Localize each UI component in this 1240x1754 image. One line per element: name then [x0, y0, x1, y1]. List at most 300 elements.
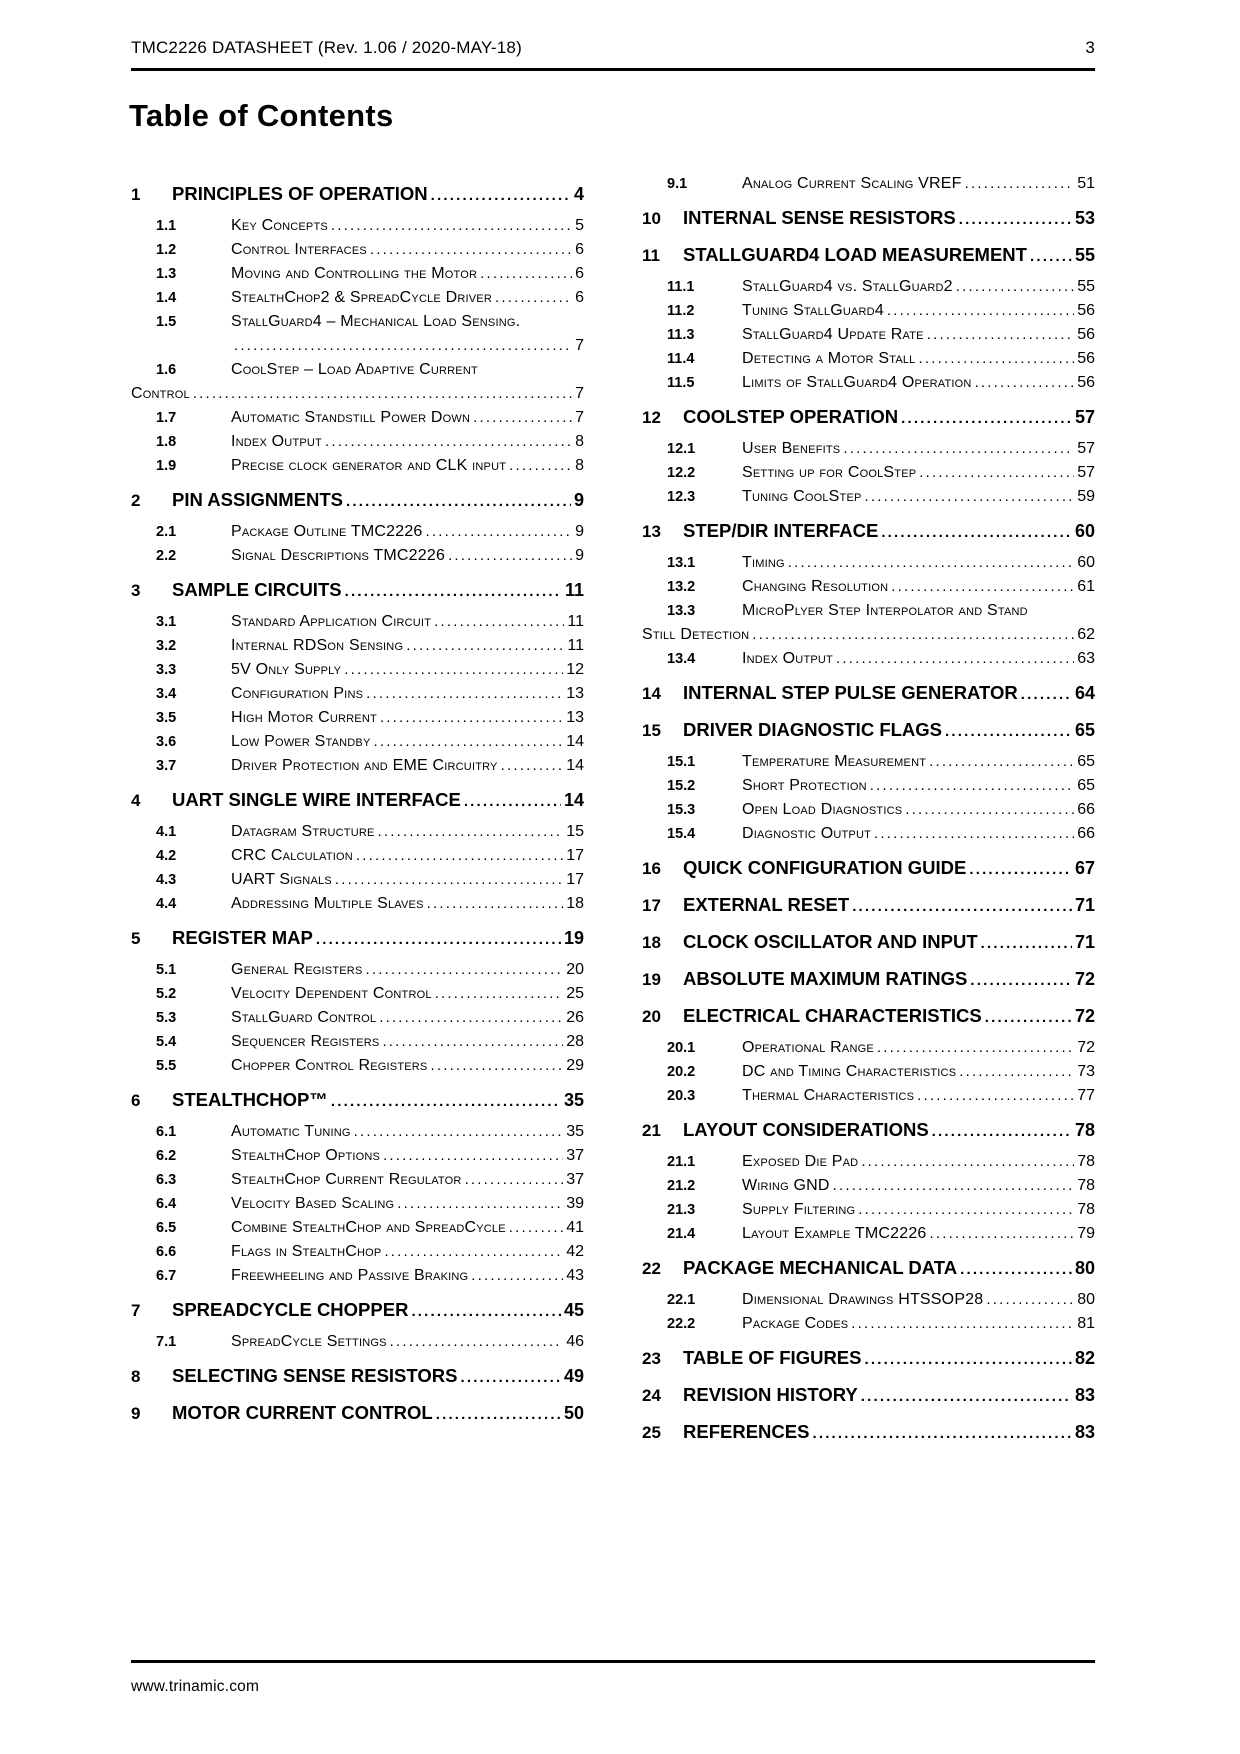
toc-entry-title: STEALTHCHOP™: [172, 1089, 328, 1110]
toc-chapter-row[interactable]: [131, 1087, 584, 1115]
toc-entry-page: 7: [575, 409, 584, 426]
toc-entry-page: 14: [566, 733, 584, 750]
toc-leader-dots: [501, 754, 564, 778]
toc-leader-dots: [945, 717, 1072, 745]
toc-sub-row[interactable]: [642, 647, 1095, 671]
toc-chapter-row[interactable]: [642, 518, 1095, 546]
toc-leader-dots: [378, 820, 564, 844]
toc-entry-continuation-row[interactable]: [131, 382, 584, 406]
toc-sub-row[interactable]: [642, 437, 1095, 461]
toc-leader-dots: [812, 1419, 1072, 1447]
toc-entry-title: STEP/DIR INTERFACE: [683, 520, 879, 541]
toc-entry-number: 19: [642, 970, 661, 989]
toc-entry-page: 17: [566, 847, 584, 864]
toc-sub-row[interactable]: [131, 358, 584, 382]
toc-sub-row[interactable]: [131, 1216, 584, 1240]
toc-leader-dots: [891, 575, 1074, 599]
toc-entry-page: 83: [1074, 1422, 1095, 1442]
toc-leader-dots: [905, 798, 1074, 822]
toc-sub-row[interactable]: [642, 750, 1095, 774]
toc-leader-dots: [473, 406, 572, 430]
toc-entry-number: 3.4: [156, 686, 177, 702]
toc-entry-number: 25: [642, 1423, 661, 1442]
toc-entry-title: Operational Range: [742, 1039, 874, 1056]
toc-chapter-row[interactable]: [642, 1419, 1095, 1447]
toc-entry-title: PRINCIPLES OF OPERATION: [172, 183, 428, 204]
toc-chapter-row[interactable]: [131, 181, 584, 209]
toc-sub-row[interactable]: [131, 262, 584, 286]
toc-entry-number: 7: [131, 1301, 141, 1320]
toc-chapter-row[interactable]: [642, 205, 1095, 233]
toc-entry-number: 1.7: [156, 410, 177, 426]
toc-sub-row[interactable]: [131, 820, 584, 844]
toc-entry-page: 59: [1077, 488, 1095, 505]
toc-sub-row[interactable]: [642, 323, 1095, 347]
toc-entry-page: 50: [563, 1403, 584, 1423]
toc-sub-row[interactable]: [642, 1036, 1095, 1060]
toc-leader-dots: [366, 958, 564, 982]
toc-leader-dots: [354, 1120, 564, 1144]
toc-sub-row[interactable]: [131, 1168, 584, 1192]
toc-entry-number: 11: [642, 246, 660, 265]
toc-leader-dots: [917, 1084, 1074, 1108]
toc-leader-dots: [495, 286, 572, 310]
toc-leader-dots: [929, 750, 1074, 774]
toc-entry-title: Tuning CoolStep: [742, 488, 862, 505]
toc-entry-title: Automatic Tuning: [231, 1123, 351, 1140]
toc-entry-title: Thermal Characteristics: [742, 1087, 915, 1104]
toc-entry-number: 14: [642, 684, 661, 703]
toc-entry-number: 13.4: [667, 651, 696, 667]
toc-sub-row[interactable]: [642, 371, 1095, 395]
toc-leader-dots: [345, 577, 562, 605]
toc-entry-page: 78: [1077, 1177, 1095, 1194]
toc-chapter-row[interactable]: [131, 787, 584, 815]
toc-entry-title: Velocity Based Scaling: [231, 1195, 395, 1212]
toc-entry-page: 73: [1077, 1063, 1095, 1080]
toc-chapter-row[interactable]: [642, 892, 1095, 920]
toc-entry-page: 78: [1077, 1153, 1095, 1170]
toc-entry-title: Supply Filtering: [742, 1201, 856, 1218]
toc-chapter-row[interactable]: [642, 929, 1095, 957]
toc-sub-row[interactable]: [642, 774, 1095, 798]
toc-sub-row[interactable]: [642, 1084, 1095, 1108]
toc-leader-dots: [836, 647, 1074, 671]
toc-sub-row[interactable]: [131, 1330, 584, 1354]
toc-entry-page: 78: [1074, 1120, 1095, 1140]
toc-entry-title: REGISTER MAP: [172, 927, 313, 948]
toc-entry-title: Moving and Controlling the Motor: [231, 265, 478, 282]
toc-sub-row[interactable]: [642, 275, 1095, 299]
toc-entry-page: 71: [1074, 932, 1095, 952]
toc-entry-number: 3: [131, 581, 141, 600]
toc-chapter-row[interactable]: [642, 966, 1095, 994]
toc-entry-number: 13.1: [667, 555, 696, 571]
toc-leader-dots: [975, 371, 1075, 395]
toc-entry-page: 80: [1077, 1291, 1095, 1308]
toc-entry-number: 11.1: [667, 279, 695, 295]
toc-entry-page: 61: [1077, 578, 1095, 595]
toc-leader-dots: [1030, 242, 1072, 270]
toc-entry-number: 21.1: [667, 1154, 696, 1170]
toc-entry-title: INTERNAL SENSE RESISTORS: [683, 207, 956, 228]
toc-entry-number: 1: [131, 185, 141, 204]
toc-entry-number: 15.1: [667, 754, 696, 770]
toc-sub-row[interactable]: [131, 1006, 584, 1030]
toc-entry-page: 57: [1077, 440, 1095, 457]
toc-chapter-row[interactable]: [131, 487, 584, 515]
toc-entry-page: 8: [575, 433, 584, 450]
toc-sub-row[interactable]: [131, 682, 584, 706]
toc-leader-dots: [366, 682, 563, 706]
toc-entry-title: Key Concepts: [231, 217, 328, 234]
toc-entry-title: Standard Application Circuit: [231, 613, 432, 630]
toc-entry-title: LAYOUT CONSIDERATIONS: [683, 1119, 929, 1140]
toc-entry-title: Index Output: [742, 650, 833, 667]
footer-website-link[interactable]: www.trinamic.com: [131, 1678, 260, 1695]
toc-sub-row[interactable]: [131, 610, 584, 634]
toc-leader-dots: [331, 214, 572, 238]
toc-entry-number: 12.3: [667, 489, 696, 505]
toc-sub-row[interactable]: [642, 485, 1095, 509]
toc-entry-page: 60: [1074, 521, 1095, 541]
toc-leader-dots: [833, 1174, 1075, 1198]
toc-entry-number: 3.2: [156, 638, 177, 654]
toc-sub-row[interactable]: [131, 430, 584, 454]
toc-entry-page: 55: [1077, 278, 1095, 295]
toc-entry-page: 37: [566, 1171, 584, 1188]
toc-entry-page: 9: [573, 490, 584, 510]
toc-entry-number: 9.1: [667, 176, 688, 192]
toc-sub-row[interactable]: [131, 1144, 584, 1168]
toc-entry-title: CoolStep – Load Adaptive Current: [231, 361, 478, 378]
toc-sub-row[interactable]: [131, 658, 584, 682]
toc-entry-title: SpreadCycle Settings: [231, 1333, 387, 1350]
table-of-contents: [131, 172, 1095, 1452]
toc-entry-page: 15: [566, 823, 584, 840]
toc-sub-row[interactable]: [131, 1054, 584, 1078]
toc-entry-page: 78: [1077, 1201, 1095, 1218]
toc-entry-number: 11.2: [667, 303, 695, 319]
toc-chapter-row[interactable]: [642, 1003, 1095, 1031]
toc-entry-number: 15: [642, 721, 661, 740]
toc-entry-number: 2: [131, 491, 141, 510]
toc-entry-title: REFERENCES: [683, 1421, 810, 1442]
toc-leader-dots: [431, 181, 571, 209]
toc-entry-number: 5.2: [156, 986, 177, 1002]
toc-entry-page: 62: [1077, 626, 1095, 643]
toc-entry-page: 57: [1074, 407, 1095, 427]
toc-entry-number: 21.3: [667, 1202, 696, 1218]
toc-chapter-row[interactable]: [131, 1363, 584, 1391]
toc-entry-number: 12: [642, 408, 661, 427]
toc-chapter-row[interactable]: [642, 1255, 1095, 1283]
toc-entry-title: Sequencer Registers: [231, 1033, 380, 1050]
toc-entry-title: StallGuard4 – Mechanical Load Sensing.: [231, 313, 521, 330]
toc-sub-row[interactable]: [131, 982, 584, 1006]
toc-entry-number: 16: [642, 859, 661, 878]
toc-leader-dots: [509, 1216, 563, 1240]
toc-sub-row[interactable]: [131, 544, 584, 568]
toc-leader-dots: [346, 487, 571, 515]
toc-entry-page: 49: [563, 1366, 584, 1386]
toc-entry-title: Flags in StealthChop: [231, 1243, 382, 1260]
toc-entry-page: 17: [566, 871, 584, 888]
toc-entry-page: 7: [575, 337, 584, 354]
toc-entry-title: ELECTRICAL CHARACTERISTICS: [683, 1005, 982, 1026]
toc-chapter-row[interactable]: [131, 925, 584, 953]
toc-leader-dots: [870, 774, 1074, 798]
toc-leader-dots: [877, 1036, 1074, 1060]
toc-sub-row[interactable]: [642, 1060, 1095, 1084]
toc-sub-row[interactable]: [642, 299, 1095, 323]
toc-entry-number: 13.2: [667, 579, 696, 595]
toc-entry-page: 8: [575, 457, 584, 474]
toc-sub-row[interactable]: [131, 1030, 584, 1054]
toc-entry-title: REVISION HISTORY: [683, 1384, 858, 1405]
toc-sub-row[interactable]: [131, 958, 584, 982]
toc-entry-title: StallGuard4 vs. StallGuard2: [742, 278, 953, 295]
toc-chapter-row[interactable]: [642, 717, 1095, 745]
toc-leader-dots: [788, 551, 1074, 575]
toc-entry-number: 20: [642, 1007, 661, 1026]
toc-entry-continuation-row[interactable]: [131, 334, 584, 358]
toc-entry-title: STALLGUARD4 LOAD MEASUREMENT: [683, 244, 1027, 265]
toc-sub-row[interactable]: [642, 172, 1095, 196]
toc-entry-page: 45: [563, 1300, 584, 1320]
toc-entry-page: 6: [575, 265, 584, 282]
toc-leader-dots: [370, 238, 572, 262]
toc-entry-number: 1.3: [156, 266, 177, 282]
toc-sub-row[interactable]: [131, 1240, 584, 1264]
toc-leader-dots: [985, 1003, 1072, 1031]
toc-entry-number: 12.2: [667, 465, 696, 481]
toc-entry-title: StealthChop2 & SpreadCycle Driver: [231, 289, 492, 306]
toc-entry-number: 15.3: [667, 802, 696, 818]
toc-sub-row[interactable]: [642, 461, 1095, 485]
toc-sub-row[interactable]: [131, 286, 584, 310]
toc-sub-row[interactable]: [131, 634, 584, 658]
toc-leader-dots: [509, 454, 572, 478]
toc-entry-page: 72: [1077, 1039, 1095, 1056]
toc-leader-dots: [335, 868, 563, 892]
toc-leader-dots: [881, 518, 1072, 546]
toc-leader-dots: [981, 929, 1072, 957]
toc-entry-page: 6: [575, 289, 584, 306]
toc-leader-dots: [970, 966, 1072, 994]
toc-leader-dots: [865, 1345, 1072, 1373]
toc-entry-title: INTERNAL STEP PULSE GENERATOR: [683, 682, 1018, 703]
toc-entry-page: 11: [564, 580, 584, 600]
toc-entry-continuation-row[interactable]: [642, 623, 1095, 647]
toc-entry-page: 65: [1077, 777, 1095, 794]
toc-entry-page: 7: [575, 385, 584, 402]
toc-entry-title: Timing: [742, 554, 785, 571]
toc-entry-page: 46: [566, 1333, 584, 1350]
toc-entry-page: 51: [1077, 175, 1095, 192]
toc-entry-title: EXTERNAL RESET: [683, 894, 850, 915]
toc-leader-dots: [960, 1255, 1072, 1283]
toc-entry-title: MicroPlyer Step Interpolator and Stand: [742, 602, 1028, 619]
toc-leader-dots: [861, 1382, 1072, 1410]
toc-entry-title: SAMPLE CIRCUITS: [172, 579, 342, 600]
page-footer: [131, 1678, 259, 1696]
toc-entry-title: Index Output: [231, 433, 322, 450]
toc-sub-row[interactable]: [642, 1222, 1095, 1246]
toc-sub-row[interactable]: [131, 454, 584, 478]
toc-sub-row[interactable]: [642, 798, 1095, 822]
toc-sub-row[interactable]: [131, 730, 584, 754]
toc-sub-row[interactable]: [131, 1192, 584, 1216]
header-doc-title: TMC2226 DATASHEET (Rev. 1.06 / 2020-MAY-18): [131, 38, 522, 57]
toc-chapter-row[interactable]: [642, 855, 1095, 883]
toc-entry-number: 21.4: [667, 1226, 696, 1242]
toc-entry-title: Datagram Structure: [231, 823, 375, 840]
page-header: [131, 38, 1095, 58]
toc-chapter-row[interactable]: [642, 1117, 1095, 1145]
toc-chapter-row[interactable]: [642, 404, 1095, 432]
toc-chapter-row[interactable]: [131, 1297, 584, 1325]
toc-entry-number: 6.7: [156, 1268, 177, 1284]
toc-entry-number: 22.2: [667, 1316, 696, 1332]
toc-entry-number: 11.5: [667, 375, 695, 391]
toc-entry-number: 9: [131, 1404, 141, 1423]
toc-leader-dots: [965, 172, 1075, 196]
toc-entry-number: 24: [642, 1386, 661, 1405]
toc-sub-row[interactable]: [642, 1312, 1095, 1336]
toc-entry-title: Addressing Multiple Slaves: [231, 895, 424, 912]
toc-entry-number: 5.1: [156, 962, 177, 978]
toc-sub-row[interactable]: [642, 1174, 1095, 1198]
toc-entry-number: 1.4: [156, 290, 177, 306]
toc-column-right: [642, 172, 1095, 1452]
toc-sub-row[interactable]: [131, 844, 584, 868]
toc-entry-title: Signal Descriptions TMC2226: [231, 547, 446, 564]
toc-entry-number: 4: [131, 791, 141, 810]
toc-sub-row[interactable]: [131, 868, 584, 892]
toc-entry-title: UART SINGLE WIRE INTERFACE: [172, 789, 461, 810]
toc-entry-page: 20: [566, 961, 584, 978]
toc-entry-number: 1.5: [156, 314, 177, 330]
toc-leader-dots: [464, 787, 561, 815]
toc-entry-page: 81: [1077, 1315, 1095, 1332]
toc-sub-row[interactable]: [131, 238, 584, 262]
toc-entry-title: Layout Example TMC2226: [742, 1225, 927, 1242]
toc-entry-title: Control Interfaces: [231, 241, 367, 258]
toc-sub-row[interactable]: [131, 1120, 584, 1144]
toc-entry-title: Configuration Pins: [231, 685, 364, 702]
toc-entry-page: 11: [567, 637, 584, 654]
toc-sub-row[interactable]: [642, 551, 1095, 575]
toc-entry-page: 55: [1074, 245, 1095, 265]
toc-entry-number: 21: [642, 1121, 661, 1140]
toc-entry-number: 2.2: [156, 548, 177, 564]
toc-entry-page: 26: [566, 1009, 584, 1026]
toc-entry-title: Changing Resolution: [742, 578, 889, 595]
toc-entry-number: 6.2: [156, 1148, 177, 1164]
toc-entry-page: 72: [1074, 1006, 1095, 1026]
toc-entry-title: Temperature Measurement: [742, 753, 927, 770]
toc-entry-page: 13: [566, 685, 584, 702]
toc-sub-row[interactable]: [131, 706, 584, 730]
toc-sub-row[interactable]: [131, 214, 584, 238]
toc-entry-title: Velocity Dependent Control: [231, 985, 432, 1002]
toc-leader-dots: [858, 1198, 1074, 1222]
toc-entry-number: 7.1: [156, 1334, 177, 1350]
toc-entry-page: 83: [1074, 1385, 1095, 1405]
toc-entry-title: CRC Calculation: [231, 847, 353, 864]
toc-entry-title: SPREADCYCLE CHOPPER: [172, 1299, 409, 1320]
toc-entry-title-continued: Still Detection: [642, 626, 750, 643]
toc-entry-number: 10: [642, 209, 661, 228]
toc-sub-row[interactable]: [131, 1264, 584, 1288]
toc-leader-dots: [865, 485, 1075, 509]
toc-entry-number: 13.3: [667, 603, 696, 619]
toc-leader-dots: [874, 822, 1074, 846]
toc-chapter-row[interactable]: [642, 242, 1095, 270]
toc-leader-dots: [374, 730, 564, 754]
toc-leader-dots: [843, 437, 1074, 461]
toc-entry-title: General Registers: [231, 961, 363, 978]
toc-chapter-row[interactable]: [642, 1382, 1095, 1410]
toc-chapter-row[interactable]: [642, 680, 1095, 708]
toc-entry-number: 4.4: [156, 896, 177, 912]
toc-entry-number: 3.7: [156, 758, 177, 774]
toc-entry-number: 18: [642, 933, 661, 952]
toc-chapter-row[interactable]: [131, 1400, 584, 1428]
toc-sub-row[interactable]: [642, 1288, 1095, 1312]
toc-sub-row[interactable]: [642, 822, 1095, 846]
toc-entry-number: 20.1: [667, 1040, 696, 1056]
toc-sub-row[interactable]: [642, 599, 1095, 623]
toc-sub-row[interactable]: [131, 520, 584, 544]
toc-sub-row[interactable]: [131, 310, 584, 334]
toc-entry-page: 14: [563, 790, 584, 810]
toc-entry-page: 60: [1077, 554, 1095, 571]
toc-leader-dots: [435, 982, 564, 1006]
toc-entry-title: COOLSTEP OPERATION: [683, 406, 899, 427]
toc-leader-dots: [426, 520, 573, 544]
toc-leader-dots: [344, 658, 563, 682]
toc-entry-page: 79: [1077, 1225, 1095, 1242]
toc-entry-title: PACKAGE MECHANICAL DATA: [683, 1257, 958, 1278]
toc-sub-row[interactable]: [642, 575, 1095, 599]
toc-leader-dots: [460, 1363, 561, 1391]
toc-sub-row[interactable]: [131, 892, 584, 916]
toc-entry-title: Open Load Diagnostics: [742, 801, 903, 818]
toc-leader-dots: [411, 1297, 561, 1325]
toc-sub-row[interactable]: [131, 406, 584, 430]
toc-sub-row[interactable]: [131, 754, 584, 778]
toc-sub-row[interactable]: [642, 1198, 1095, 1222]
toc-entry-page: 66: [1077, 825, 1095, 842]
toc-chapter-row[interactable]: [642, 1345, 1095, 1373]
toc-entry-page: 82: [1074, 1348, 1095, 1368]
toc-entry-page: 56: [1077, 374, 1095, 391]
toc-leader-dots: [986, 1288, 1074, 1312]
toc-entry-number: 23: [642, 1349, 661, 1368]
toc-entry-number: 3.6: [156, 734, 177, 750]
toc-entry-title: User Benefits: [742, 440, 841, 457]
toc-sub-row[interactable]: [642, 347, 1095, 371]
toc-sub-row[interactable]: [642, 1150, 1095, 1174]
toc-entry-number: 3.1: [156, 614, 177, 630]
toc-entry-title: Diagnostic Output: [742, 825, 872, 842]
toc-entry-title: Tuning StallGuard4: [742, 302, 884, 319]
toc-entry-number: 3.5: [156, 710, 177, 726]
toc-leader-dots: [930, 1222, 1075, 1246]
toc-chapter-row[interactable]: [131, 577, 584, 605]
